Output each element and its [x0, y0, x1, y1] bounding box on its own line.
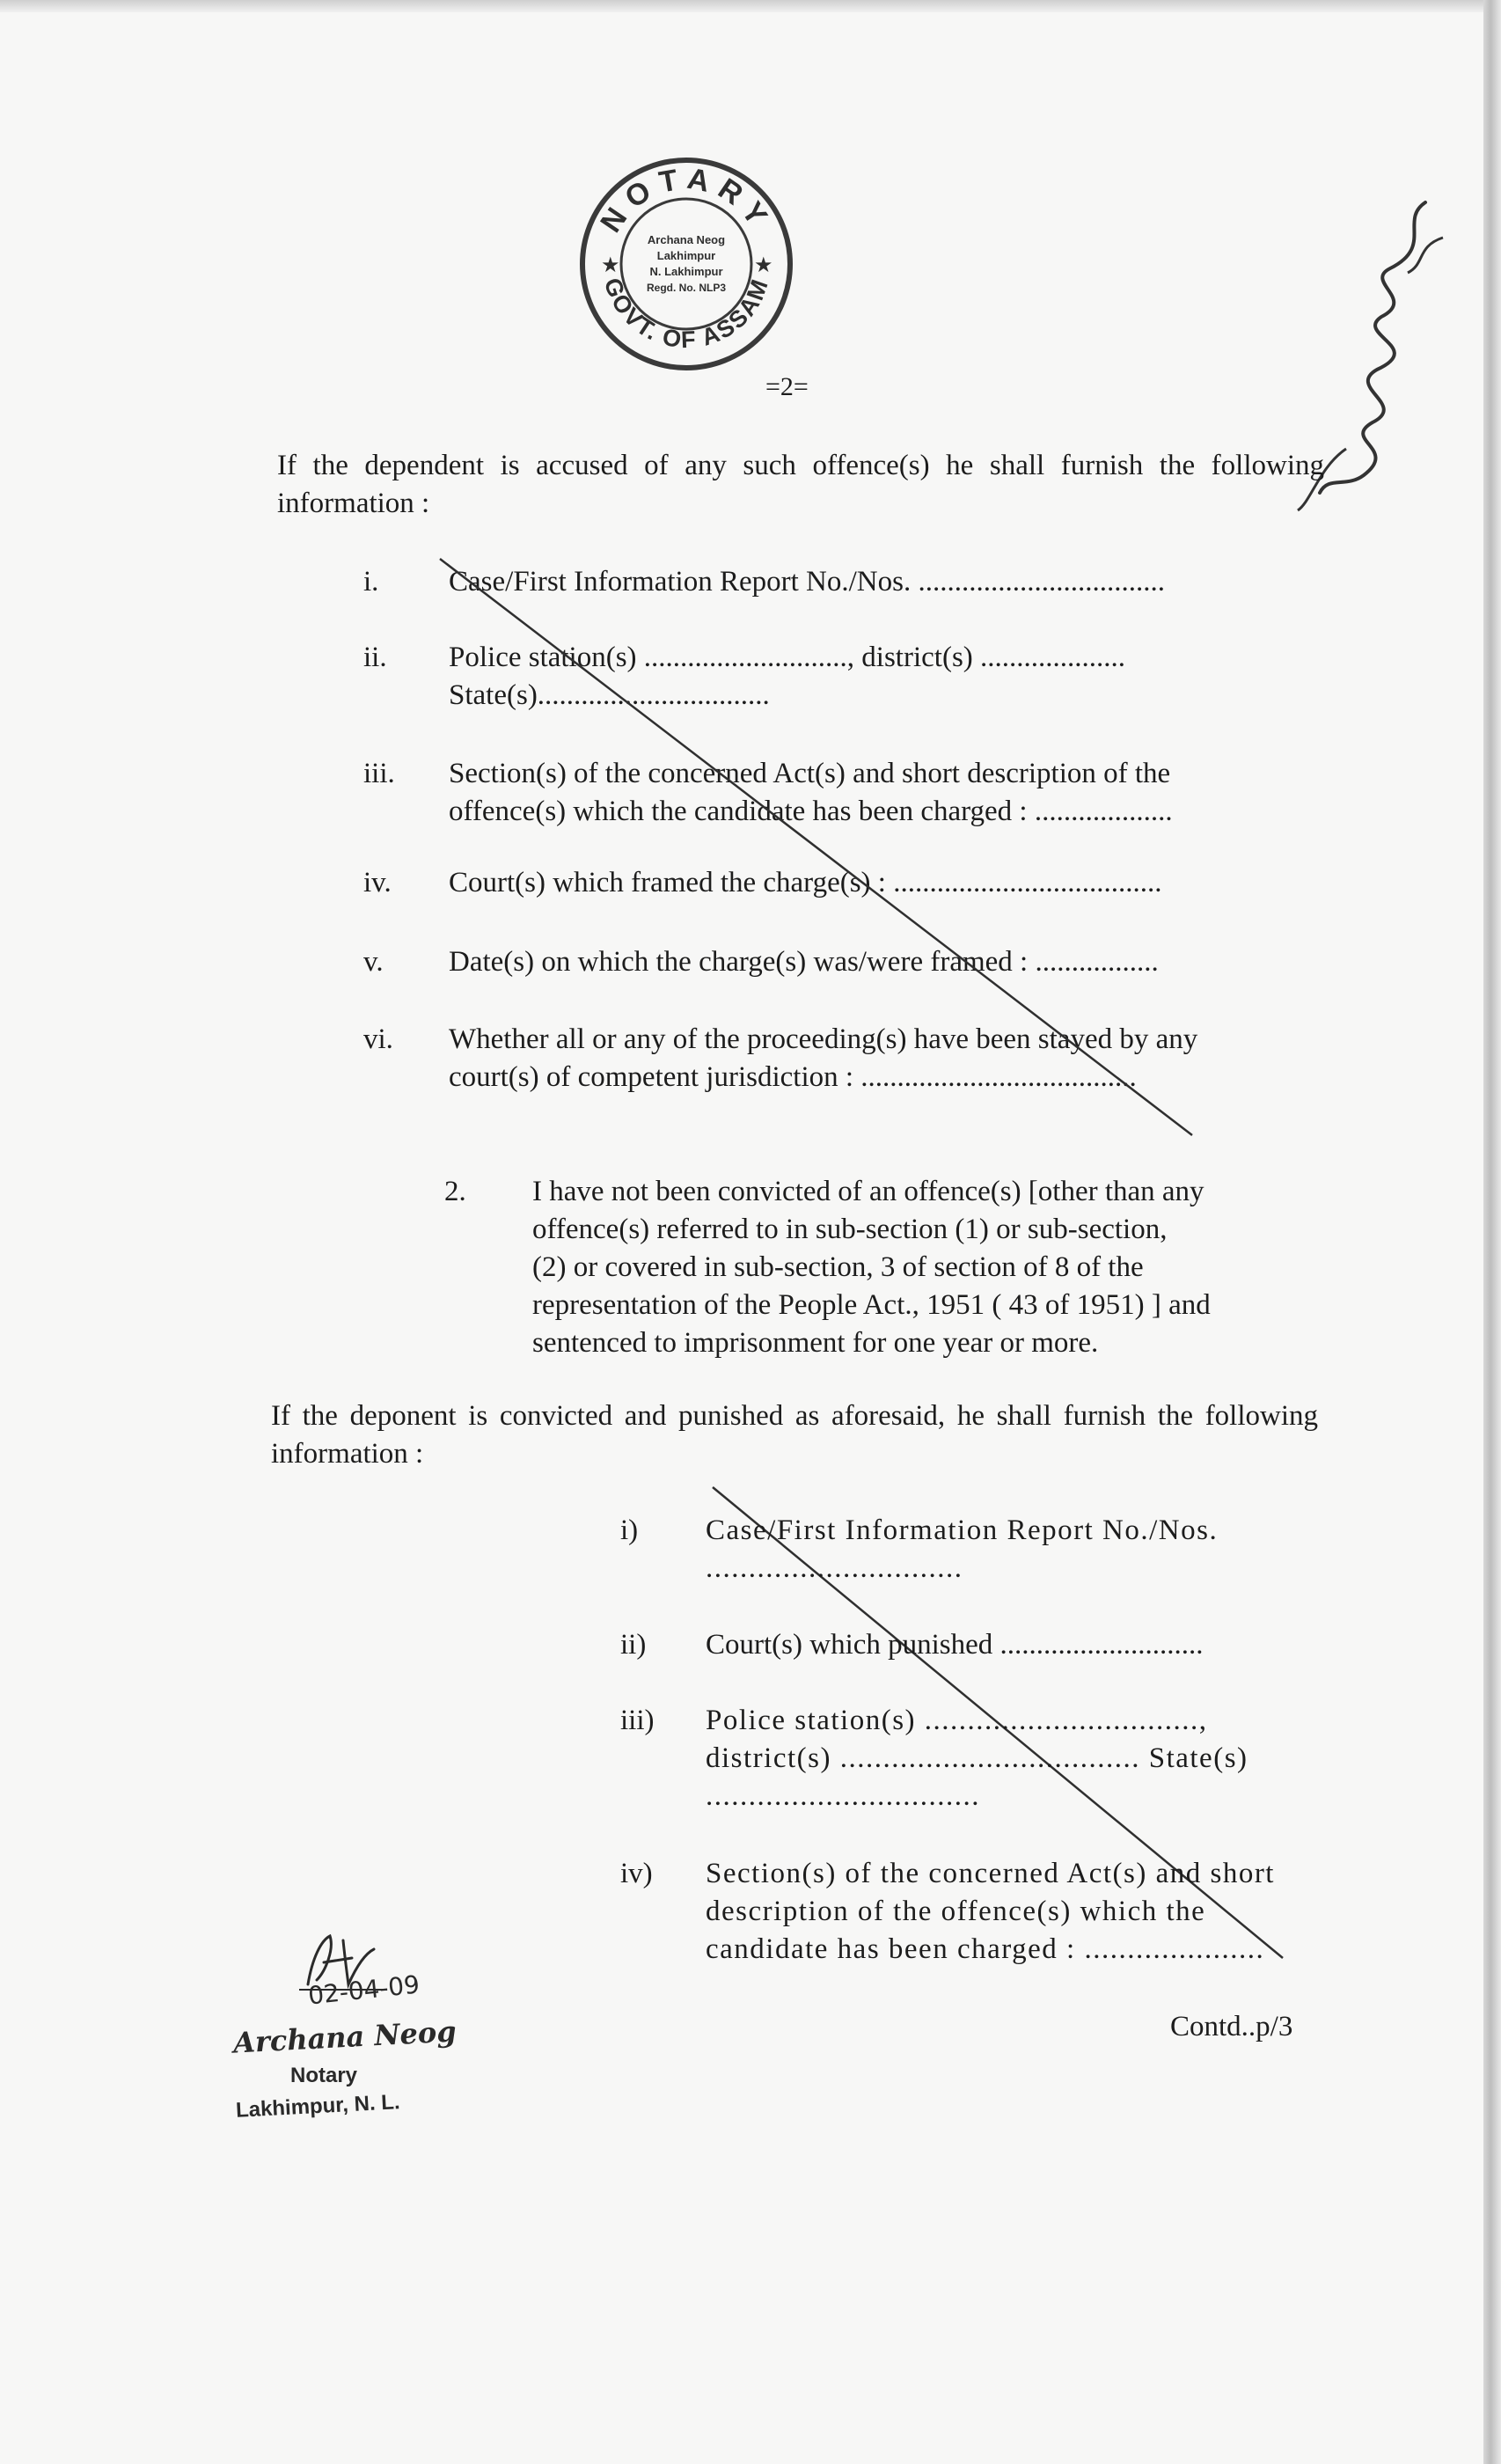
svg-text:★: ★: [601, 254, 620, 277]
item-number: iii.: [363, 758, 395, 789]
item-number: i): [620, 1514, 639, 1546]
item-number: vi.: [363, 1023, 393, 1055]
item-number: ii): [620, 1629, 647, 1661]
point-number: 2.: [444, 1176, 466, 1207]
list-item: [706, 1626, 1339, 1664]
stamp-line: Lakhimpur: [656, 249, 716, 262]
item-line: ................................: [706, 1780, 980, 1812]
stamp-bottom-text: GOVT. OF ASSAM: [598, 275, 774, 354]
item-number: v.: [363, 946, 384, 978]
stamp-line: Archana Neog: [647, 233, 726, 246]
item-number: iii): [620, 1705, 655, 1736]
item-line: Court(s) which framed the charge(s) : .....................................: [449, 867, 1162, 898]
stamp-top-text: NOTARY: [594, 161, 779, 239]
notary-name: Archana Neog: [232, 2014, 458, 2060]
point-two-text: [532, 1173, 1329, 1362]
item-line: district(s) ................................... State(s): [706, 1742, 1248, 1774]
notary-place: Lakhimpur, N. L.: [235, 2090, 401, 2123]
item-number: iv): [620, 1858, 653, 1889]
page-number: =2=: [765, 372, 809, 401]
notary-title: Notary: [290, 2064, 358, 2087]
item-number: iv.: [363, 867, 392, 898]
stamp-line: Regd. No. NLP3: [646, 282, 727, 294]
item-line: candidate has been charged : .....................: [706, 1933, 1265, 1965]
item-number: ii.: [363, 642, 387, 673]
svg-text:★: ★: [754, 254, 773, 277]
item-line: Section(s) of the concerned Act(s) and short description of the: [449, 758, 1171, 789]
point-line: representation of the People Act., 1951 ( 43 of 1951) ] and: [532, 1289, 1211, 1321]
list-item: [706, 1512, 1339, 1588]
item-line: description of the offence(s) which the: [706, 1896, 1206, 1927]
notary-date: 02-04-09: [306, 1969, 421, 2011]
intro-paragraph: If the dependent is accused of any such offence(s) he shall furnish the following information :: [277, 450, 1324, 519]
item-line: Date(s) on which the charge(s) was/were framed : .................: [449, 946, 1159, 978]
item-line: ..............................: [706, 1552, 963, 1584]
item-line: Section(s) of the concerned Act(s) and short: [706, 1858, 1275, 1889]
item-line: State(s)................................: [449, 679, 770, 711]
list-item: [706, 1702, 1339, 1815]
stamp-line: N. Lakhimpur: [649, 265, 723, 278]
item-line: Case/First Information Report No./Nos. ..................................: [449, 566, 1165, 598]
item-line: Whether all or any of the proceeding(s) have been stayed by any: [449, 1023, 1198, 1055]
item-line: Case/First Information Report No./Nos.: [706, 1514, 1219, 1546]
continued-marker: Contd..p/3: [1170, 2011, 1293, 2042]
item-line: Police station(s) ................................,: [706, 1705, 1208, 1736]
point-line: (2) or covered in sub-section, 3 of section of 8 of the: [532, 1251, 1144, 1283]
point-line: offence(s) referred to in sub-section (1) or sub-section,: [532, 1214, 1168, 1245]
item-line: court(s) of competent jurisdiction : ......................................: [449, 1061, 1137, 1093]
item-line: Police station(s) ............................, district(s) ....................: [449, 642, 1126, 673]
point-line: sentenced to imprisonment for one year or more.: [532, 1327, 1099, 1359]
list-item: [706, 1855, 1339, 1969]
convicted-paragraph: If the deponent is convicted and punished as aforesaid, he shall furnish the following information :: [271, 1400, 1318, 1470]
item-line: offence(s) which the candidate has been charged : ...................: [449, 796, 1173, 827]
item-line: Court(s) which punished ............................: [706, 1629, 1204, 1661]
item-number: i.: [363, 566, 379, 598]
point-line: I have not been convicted of an offence(s) [other than any: [532, 1176, 1204, 1207]
